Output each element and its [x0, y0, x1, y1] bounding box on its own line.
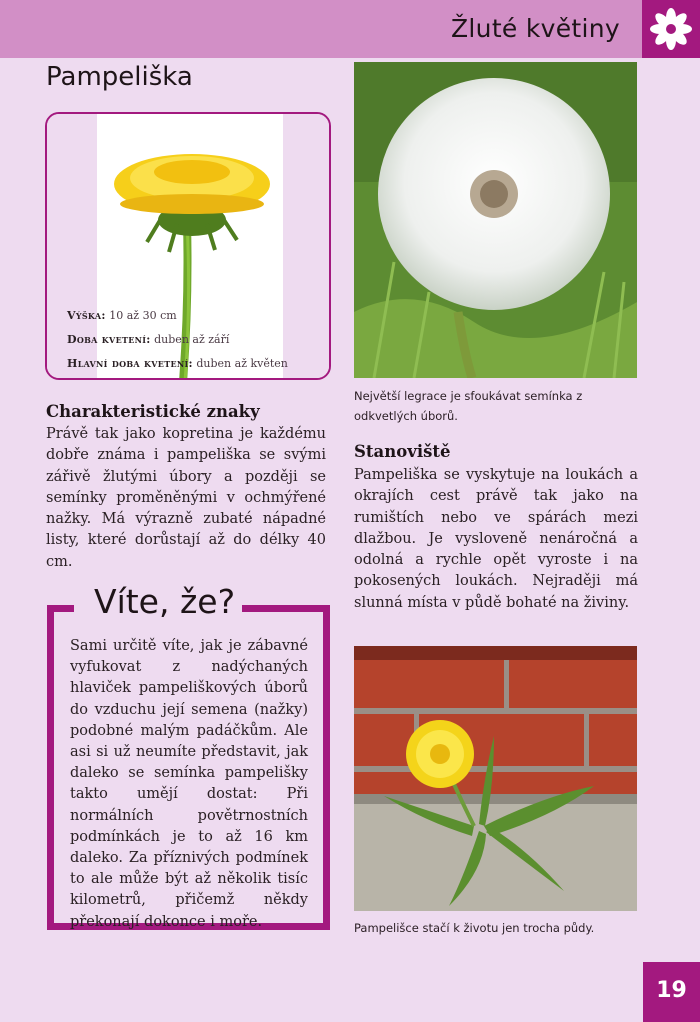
species-info-card: [45, 112, 331, 380]
fact-value: 10 až 30 cm: [109, 309, 177, 322]
wall-dandelion-photo: [354, 646, 637, 911]
wall-caption: Pampelišce stačí k životu jen trocha půdy.: [354, 921, 595, 935]
flower-icon: [646, 4, 696, 54]
fact-main-flowering-period: [67, 352, 288, 376]
seedhead-photo: [354, 62, 637, 378]
fact-height: [67, 304, 288, 328]
did-you-know-title: Víte, že?: [94, 582, 236, 621]
seedhead-caption: Největší legrace je sfoukávat semínka z odkvetlých úborů.: [354, 389, 583, 423]
fact-value: duben až září: [154, 333, 230, 346]
characteristics-heading: Charakteristické znaky: [46, 402, 260, 421]
habitat-heading: Stanoviště: [354, 442, 451, 461]
did-you-know-text: Sami určitě víte, jak je zábavné vyfukovat z nadýchaných hlaviček pampeliškových úborů do vzduchu její semena (nažky) podobné malým padáčkům. Ale asi si už neumíte představit, jak daleko se semínka pampelišky takto umějí dostat: Při normálních povětrnostních podmínkách je to až 16 km daleko. Za příznivých podmínek to ale může být až několik tisíc kilometrů, přičemž někdy překonají dokonce i moře.: [70, 638, 308, 930]
fact-value: duben až květen: [196, 357, 288, 370]
page-number: 19: [643, 962, 700, 1022]
species-title: Pampeliška: [46, 62, 193, 92]
facts-list: [67, 304, 288, 376]
habitat-text: Pampeliška se vyskytuje na loukách a okrajích cest právě tak jako na rumištích nebo ve spárách mezi dlažbou. Je vysloveně nenáročná a odolná a rychle opět vyroste i na pokosených loukách. Nejraději má slunná místa v půdě bohaté na živiny.: [354, 467, 638, 611]
corner-box: [642, 0, 700, 58]
card-tint-right: [283, 114, 329, 378]
section-title: Žluté květiny: [451, 14, 620, 43]
fact-label: Hlavní doba kvetení:: [67, 357, 193, 370]
fact-flowering-period: [67, 328, 288, 352]
fact-label: Výška:: [67, 309, 106, 322]
characteristics-text: Právě tak jako kopretina je každému dobře známa i pampeliška se svými zářivě žlutými úbory a později se semínky proměněnými v ochmýřené nažky. Má výrazně zubaté nápadné listy, které dorůstají až do délky 40 cm.: [46, 426, 326, 570]
fact-label: Doba kvetení:: [67, 333, 151, 346]
